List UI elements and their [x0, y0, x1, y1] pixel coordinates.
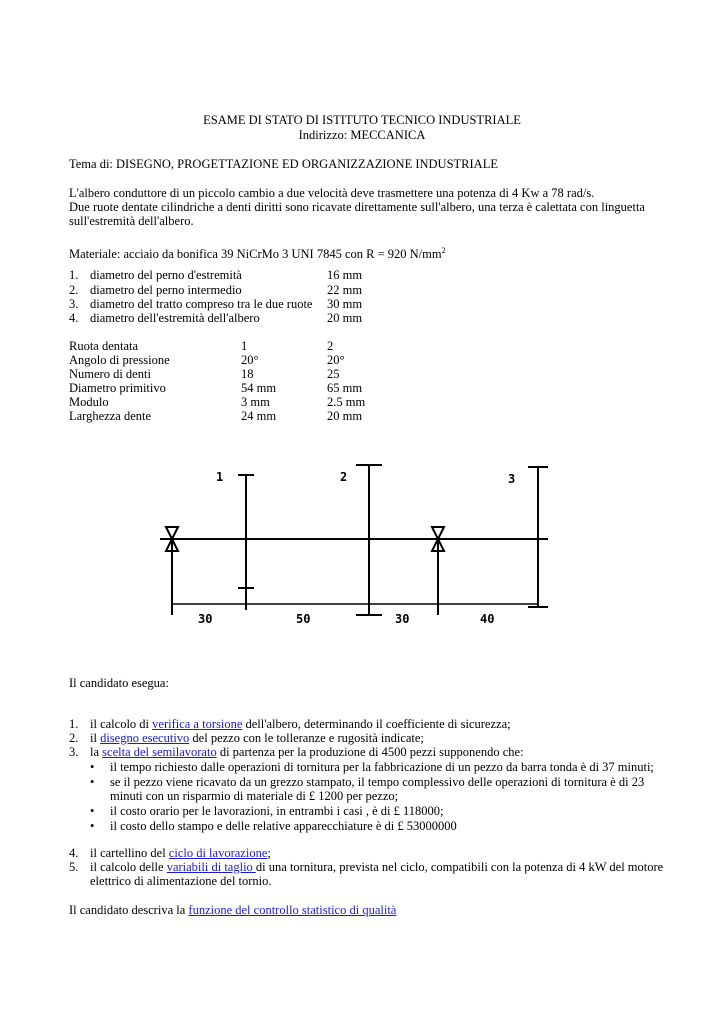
gear-2-value: 20 mm	[327, 409, 363, 423]
intro-line-2: Due ruote dentate cilindriche a denti diritti sono ricavate direttamente sull'albero, una terza è calettata con linguetta	[69, 200, 645, 214]
task-text: di partenza per la produzione di 4500 pezzi supponendo che:	[216, 745, 524, 759]
gear-1-value: 18	[241, 367, 254, 381]
bullet-text: se il pezzo viene ricavato da un grezzo stampato, il tempo complessivo delle operazioni di tornitura è di 23	[110, 775, 645, 789]
bullet-text: il tempo richiesto dalle operazioni di tornitura per la fabbricazione di un pezzo da barra tonda è di 37 minuti;	[110, 760, 654, 774]
bullet-item	[90, 819, 690, 834]
gear-2-value: 65 mm	[327, 381, 363, 395]
dimension-number: 3.	[69, 297, 79, 311]
shaft-drawing	[0, 455, 724, 635]
gear-2-value: 2.5 mm	[327, 395, 366, 409]
dimension-label: diametro del perno d'estremità	[90, 268, 242, 282]
closing-text: Il candidato descriva la	[69, 903, 189, 917]
intro-line-1: L'albero conduttore di un piccolo cambio a due velocità deve trasmettere una potenza di 4 Kw a 78 rad/s.	[69, 186, 595, 200]
dimension-label: diametro del tratto compreso tra le due ruote	[90, 297, 313, 311]
bullet-text: il costo orario per le lavorazioni, in entrambi i casi , è di £ 118000;	[110, 804, 444, 818]
task-1	[69, 717, 511, 732]
link-variabili-taglio[interactable]: variabili di taglio	[166, 860, 256, 874]
material-exponent: 2	[441, 246, 446, 255]
gear-row-label: Numero di denti	[69, 367, 151, 381]
intro-line-3: sull'estremità dell'albero.	[69, 214, 194, 228]
gear-2-label: 2	[340, 470, 348, 484]
gear-1-value: 54 mm	[241, 381, 277, 395]
bullet-item	[90, 760, 690, 775]
bullet-icon: •	[90, 775, 95, 789]
exam-title: ESAME DI STATO DI ISTITUTO TECNICO INDUSTRIALE	[203, 113, 521, 127]
bullet-icon: •	[90, 760, 95, 774]
task-text: il calcolo di	[90, 717, 153, 731]
link-scelta-semilavorato[interactable]: scelta del semilavorato	[102, 745, 217, 759]
bullet-text: il costo dello stampo e delle relative apparecchiature è di £ 53000000	[110, 819, 457, 833]
dimension-value: 22 mm	[327, 283, 363, 297]
gear-row-label: Diametro primitivo	[69, 381, 166, 395]
theme-line: Tema di: DISEGNO, PROGETTAZIONE ED ORGANIZZAZIONE INDUSTRIALE	[69, 157, 498, 171]
bullet-text-continued: minuti con un risparmio di materiale di £ 1200 per pezzo;	[110, 789, 399, 803]
task-4	[69, 846, 271, 861]
task-text: la	[90, 745, 103, 759]
dimension-value: 20 mm	[327, 311, 363, 325]
dimension-number: 1.	[69, 268, 79, 282]
link-disegno-esecutivo[interactable]: disegno esecutivo	[100, 731, 190, 745]
dimension-value: 16 mm	[327, 268, 363, 282]
dimension-label-2: 50	[296, 612, 311, 626]
gear-2-value: 2	[327, 339, 334, 353]
task-number: 1.	[69, 717, 79, 731]
dimension-label-4: 40	[480, 612, 495, 626]
task-text: di una tornitura, prevista nel ciclo, compatibili con la potenza di 4 kW del motore	[255, 860, 664, 874]
dimension-label-1: 30	[198, 612, 213, 626]
gear-1-value: 3 mm	[241, 395, 270, 409]
link-controllo-statistico[interactable]: funzione del controllo statistico di qualità	[188, 903, 397, 917]
task-text: dell'albero, determinando il coefficiente di sicurezza;	[242, 717, 511, 731]
gear-row-label: Larghezza dente	[69, 409, 152, 423]
gear-3-label: 3	[508, 472, 516, 486]
link-verifica-torsione[interactable]: verifica a torsione	[152, 717, 243, 731]
tasks-intro: Il candidato esegua:	[69, 676, 169, 690]
link-ciclo-lavorazione[interactable]: ciclo di lavorazione	[168, 846, 268, 860]
bullet-icon: •	[90, 804, 95, 818]
dimension-label-3: 30	[395, 612, 410, 626]
bullet-icon: •	[90, 819, 95, 833]
task-5-continued: elettrico di alimentazione del tornio.	[90, 874, 272, 888]
task-5	[69, 860, 663, 875]
exam-subtitle: Indirizzo: MECCANICA	[298, 128, 426, 142]
gear-1-label: 1	[216, 470, 224, 484]
task-number: 4.	[69, 846, 79, 860]
dimension-label: diametro del perno intermedio	[90, 283, 242, 297]
gear-1-value: 20°	[241, 353, 259, 367]
task-2	[69, 731, 424, 746]
task-text: del pezzo con le tolleranze e rugosità indicate;	[189, 731, 424, 745]
dimension-number: 2.	[69, 283, 79, 297]
gear-1-value: 1	[241, 339, 248, 353]
dimension-number: 4.	[69, 311, 79, 325]
task-number: 2.	[69, 731, 79, 745]
bullet-item	[90, 775, 690, 790]
gear-1-value: 24 mm	[241, 409, 277, 423]
dimension-label: diametro dell'estremità dell'albero	[90, 311, 260, 325]
task-text: il calcolo delle	[90, 860, 167, 874]
task-text: ;	[267, 846, 271, 860]
material-text: Materiale: acciaio da bonifica 39 NiCrMo 3 UNI 7845 con R = 920 N/mm	[69, 247, 442, 262]
task-number: 3.	[69, 745, 79, 759]
gear-2-value: 20°	[327, 353, 345, 367]
task-number: 5.	[69, 860, 79, 874]
gear-row-label: Ruota dentata	[69, 339, 139, 353]
closing-line	[69, 903, 396, 918]
task-3	[69, 745, 524, 760]
gear-row-label: Modulo	[69, 395, 109, 409]
dimension-value: 30 mm	[327, 297, 363, 311]
task-text: il	[90, 731, 101, 745]
gear-row-label: Angolo di pressione	[69, 353, 170, 367]
bullet-item	[90, 804, 690, 819]
gear-2-value: 25	[327, 367, 340, 381]
material-line	[69, 243, 446, 262]
task-text: il cartellino del	[90, 846, 169, 860]
